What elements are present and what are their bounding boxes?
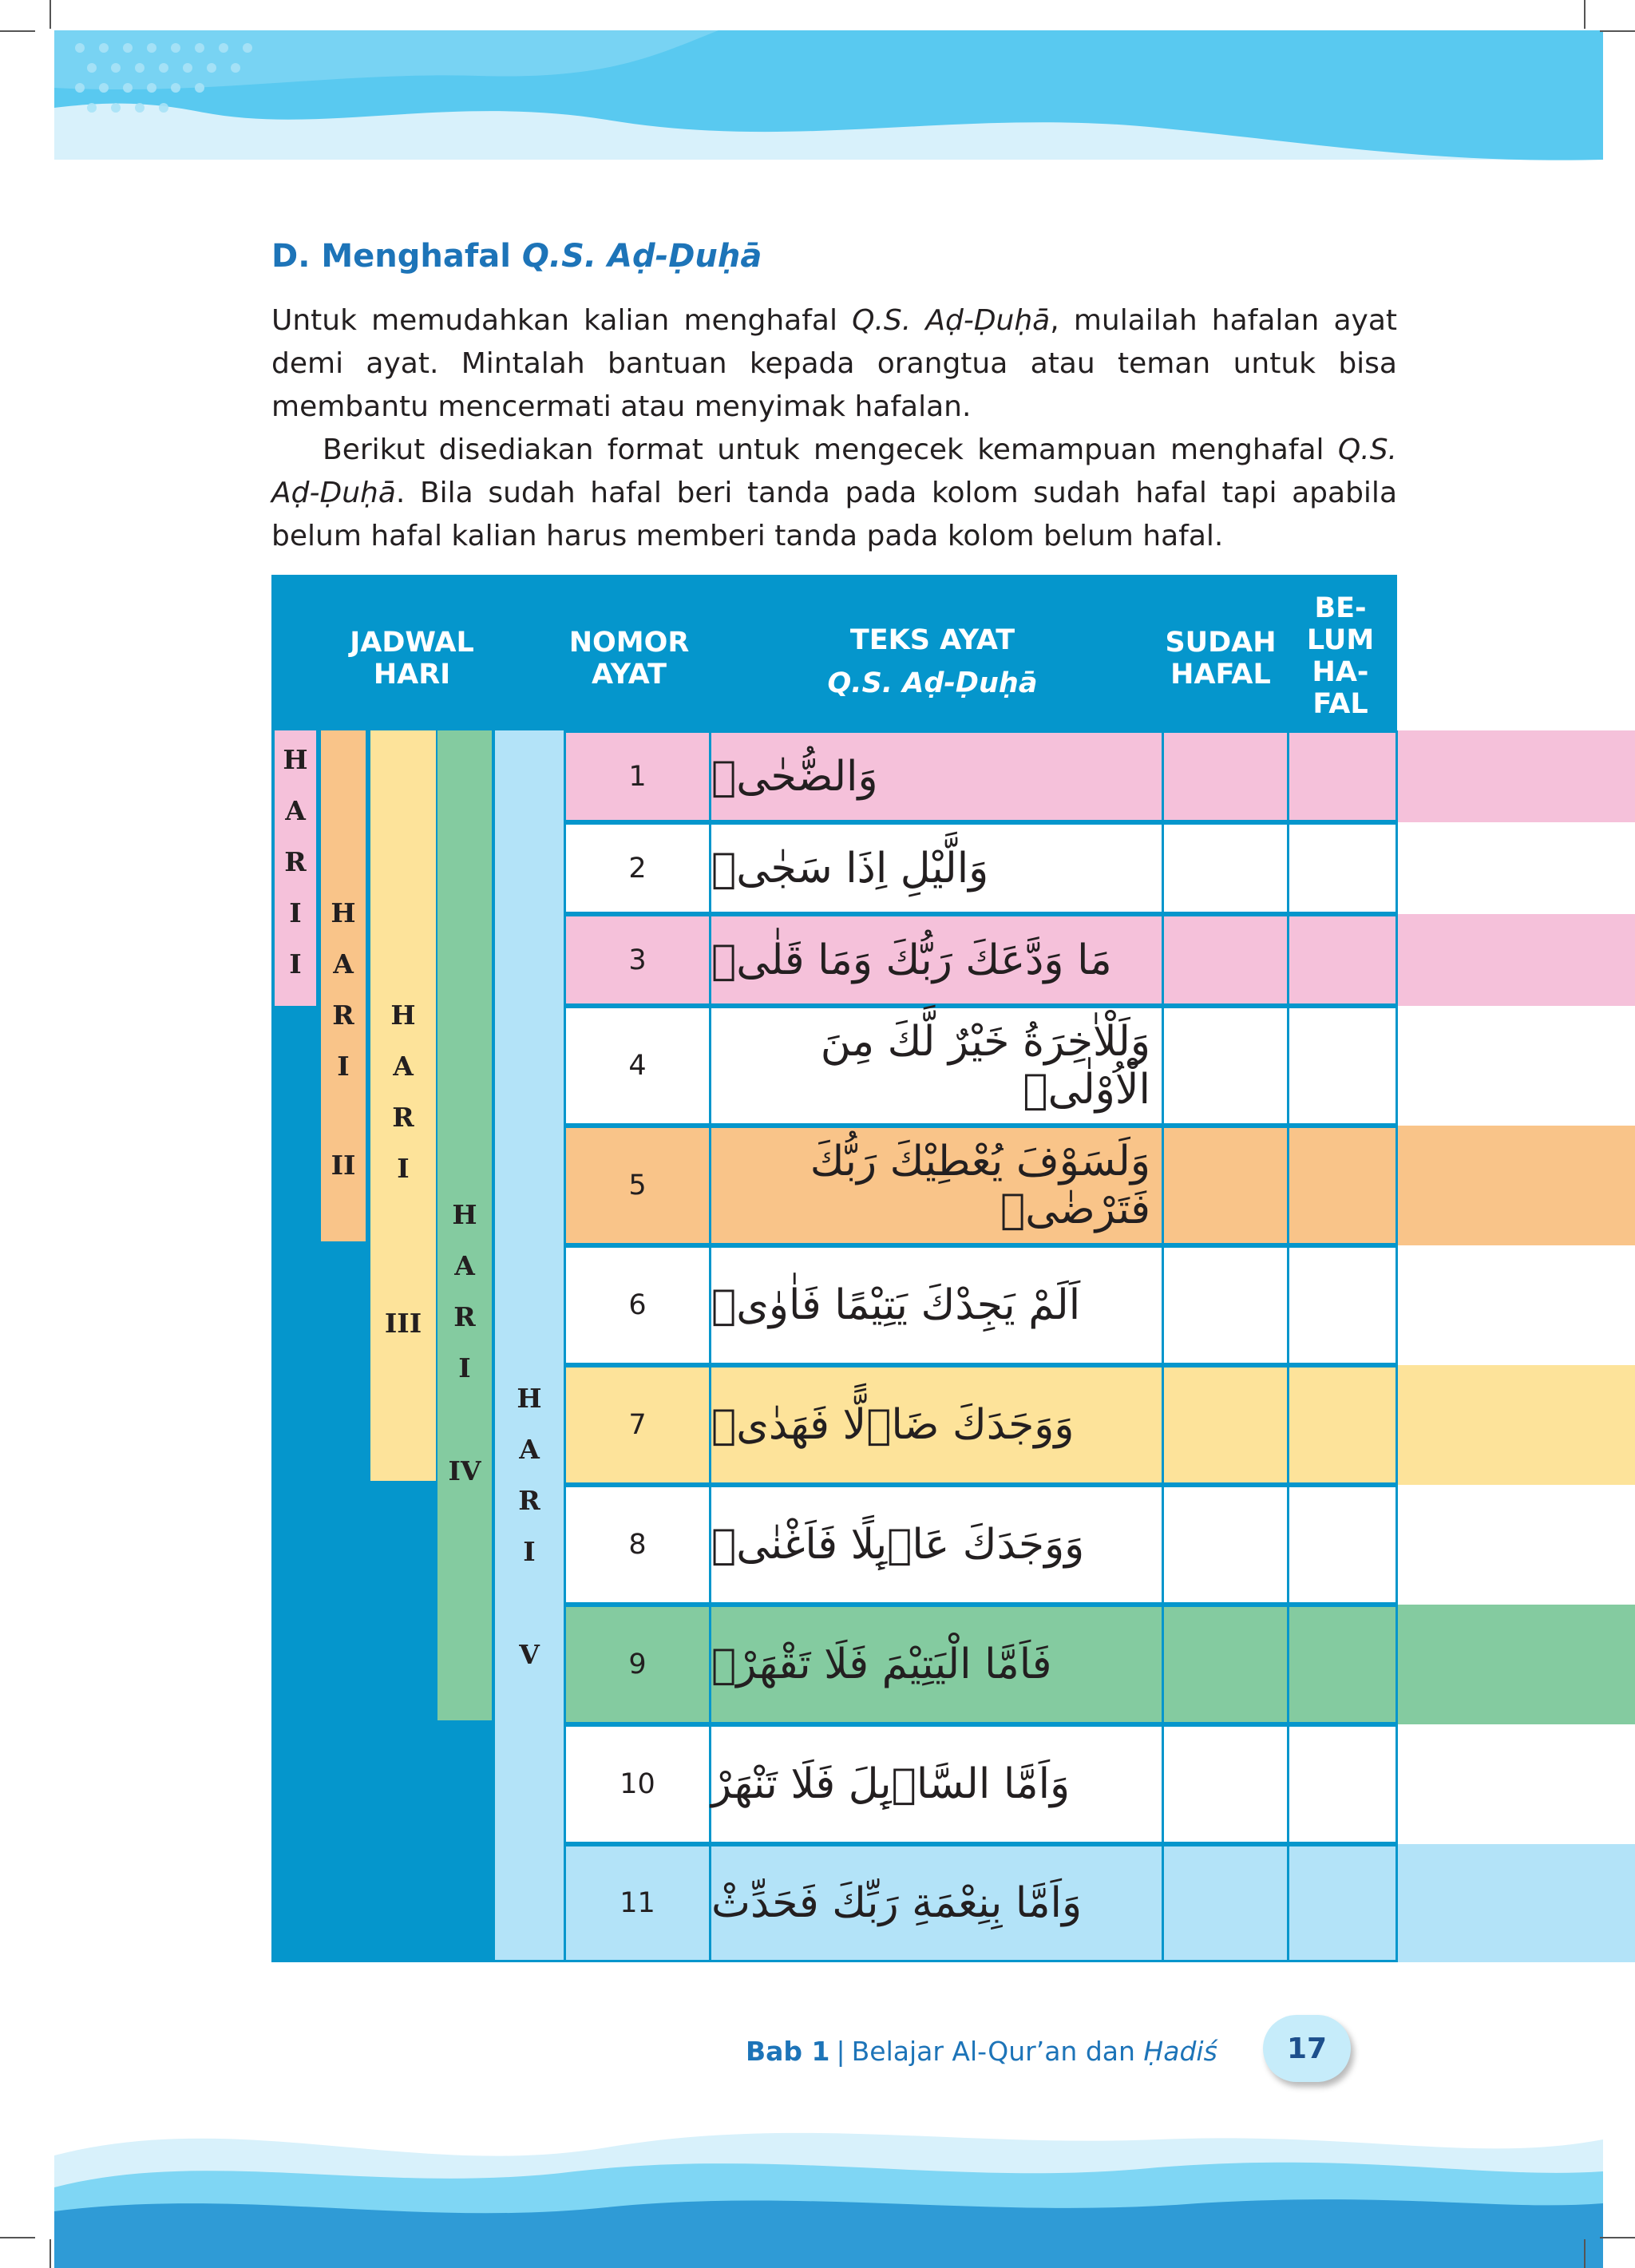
header-belum-line-1: BE- [1314,592,1367,624]
para2-surah-name: Q.S. Aḍ-Ḍuḥā [271,433,1397,509]
belum-hafal-checkbox[interactable] [1287,1006,1398,1126]
belum-hafal-checkbox[interactable] [1287,1126,1398,1245]
ayat-row [564,1724,1635,1844]
ayat-row [564,1605,1635,1724]
day-letter: R [284,846,307,877]
belum-hafal-checkbox[interactable] [1287,822,1398,914]
crop-mark [0,30,35,32]
page-footer [746,2036,1217,2067]
belum-hafal-checkbox[interactable] [1287,1844,1398,1962]
ayat-row [564,1844,1635,1962]
ayat-number: 9 [564,1605,711,1724]
ayat-number: 8 [564,1485,711,1605]
footer-chapter: Bab 1 [746,2036,830,2067]
day-letter: I [337,1051,350,1082]
ayat-text: اَلَمْ يَجِدْكَ يَتِيْمًا فَاٰوٰىۖ [709,1245,1164,1365]
footer-separator: | [836,2036,845,2067]
header-jadwal-line: JADWAL [350,627,474,659]
ayat-text: وَاَمَّا بِنِعْمَةِ رَبِّكَ فَحَدِّثْ [709,1844,1164,1962]
crop-mark [49,2239,51,2268]
day-letter: H [283,744,308,775]
belum-hafal-checkbox[interactable] [1287,1724,1398,1844]
para2-text-end: . Bila sudah hafal beri tanda pada kolom sudah hafal tapi apabila belum hafal kalian harus memberi tanda pada kolom belum hafal. [271,477,1397,552]
day-label-hari-3 [370,990,436,1349]
day-letter: R [518,1485,540,1516]
day-letter: H [517,1383,542,1414]
day-label-hari-4 [437,1189,492,1497]
ayat-row [564,730,1635,822]
sudah-hafal-checkbox[interactable] [1162,1245,1289,1365]
section-heading [271,238,762,275]
crop-mark [1600,2237,1635,2238]
day-band-hari-5 [495,730,564,1960]
sudah-hafal-checkbox[interactable] [1162,1485,1289,1605]
header-teks-line: TEKS AYAT [849,624,1015,656]
belum-hafal-checkbox[interactable] [1287,1245,1398,1365]
ayat-row [564,822,1635,914]
para2-text-start: Berikut disediakan format untuk mengecek kemampuan menghafal [323,433,1338,466]
ayat-text: وَالضُّحٰىۙ [709,730,1164,822]
para1-surah-name: Q.S. Aḍ-Ḍuḥā [852,304,1051,337]
day-letter: A [285,795,306,826]
day-letter: I [289,897,302,928]
ayat-number: 4 [564,1006,711,1126]
crop-mark [49,0,51,29]
ayat-text: وَلَسَوْفَ يُعْطِيْكَ رَبُّكَ فَتَرْضٰىۗ [709,1126,1164,1245]
header-sudah-hafal [1159,627,1282,691]
day-letter: I [523,1536,536,1567]
day-letter: H [390,999,416,1031]
sudah-hafal-checkbox[interactable] [1162,730,1289,822]
ayat-row [564,1365,1635,1485]
day-numeral: II [331,1150,356,1181]
day-letter: I [397,1153,410,1184]
intro-paragraph [271,299,1397,429]
day-label-hari-2 [321,888,366,1191]
footer-book-title-italic: Ḥadiś [1143,2036,1217,2067]
ayat-number: 7 [564,1365,711,1485]
ayat-number: 1 [564,730,711,822]
header-belum-hafal [1284,592,1397,720]
header-nomor-ayat [557,627,701,691]
ayat-text: وَلَلْاٰخِرَةُ خَيْرٌ لَّكَ مِنَ الْاُوْلٰىۗ [709,1006,1164,1126]
crop-mark [0,2237,35,2238]
day-numeral: V [519,1639,540,1670]
section-title-surah: Q.S. Aḍ-Ḍuḥā [521,238,762,275]
instruction-paragraph [271,429,1397,558]
sudah-hafal-checkbox[interactable] [1162,1365,1289,1485]
ayat-number: 6 [564,1245,711,1365]
section-title: Menghafal [321,238,511,275]
footer-decoration [0,2092,1635,2268]
crop-mark [1584,2239,1586,2268]
footer-book-title: Belajar Al-Qur’an dan [851,2036,1144,2067]
sudah-hafal-checkbox[interactable] [1162,822,1289,914]
header-ayat-line: AYAT [592,659,667,691]
belum-hafal-checkbox[interactable] [1287,1485,1398,1605]
header-decoration [0,0,1635,192]
ayat-number: 10 [564,1724,711,1844]
day-letter: H [452,1199,477,1230]
day-numeral: III [384,1308,422,1339]
day-letter: A [519,1434,540,1465]
header-hari-line: HARI [373,659,451,691]
header-teks-ayat [709,619,1156,705]
header-surah-line: Q.S. Aḍ-Ḍuḥā [827,667,1038,699]
sudah-hafal-checkbox[interactable] [1162,1006,1289,1126]
sudah-hafal-checkbox[interactable] [1162,914,1289,1006]
ayat-text: وَالَّيْلِ اِذَا سَجٰىۙ [709,822,1164,914]
day-letter: R [392,1102,414,1133]
para1-text-start: Untuk memudahkan kalian menghafal [271,304,853,337]
crop-mark [1600,30,1635,32]
page-number: 17 [1286,2032,1328,2065]
day-numeral: IV [448,1455,481,1486]
ayat-number: 11 [564,1844,711,1962]
sudah-hafal-checkbox[interactable] [1162,1844,1289,1962]
sudah-hafal-checkbox[interactable] [1162,1724,1289,1844]
day-letter: I [458,1352,471,1383]
day-label-hari-5 [495,1373,564,1680]
header-belum-line-3: HA- [1312,656,1369,688]
belum-hafal-checkbox[interactable] [1287,1365,1398,1485]
header-nomor-line: NOMOR [568,627,690,659]
ayat-text: وَوَجَدَكَ عَاۤىِٕلًا فَاَغْنٰىۗ [709,1485,1164,1605]
ayat-row [564,1126,1635,1245]
hafalan-table [271,575,1397,1962]
header-hafal-line: HAFAL [1170,659,1271,691]
ayat-text: وَوَجَدَكَ ضَاۤلًّا فَهَدٰىۖ [709,1365,1164,1485]
ayat-row [564,914,1635,1006]
belum-hafal-checkbox[interactable] [1287,1605,1398,1724]
day-letter: A [454,1250,475,1281]
day-letter: R [332,999,354,1031]
sudah-hafal-checkbox[interactable] [1162,1605,1289,1724]
belum-hafal-checkbox[interactable] [1287,730,1398,822]
header-jadwal-hari [319,627,505,691]
header-belum-line-4: FAL [1312,688,1368,720]
day-letter: H [331,897,356,928]
ayat-row [564,1006,1635,1126]
header-sudah-line: SUDAH [1165,627,1277,659]
ayat-text: فَاَمَّا الْيَتِيْمَ فَلَا تَقْهَرْۗ [709,1605,1164,1724]
ayat-row [564,1245,1635,1365]
day-label-hari-1 [275,734,316,990]
ayat-number: 2 [564,822,711,914]
belum-hafal-checkbox[interactable] [1287,914,1398,1006]
sudah-hafal-checkbox[interactable] [1162,1126,1289,1245]
ayat-row [564,1485,1635,1605]
day-letter: A [393,1051,414,1082]
page-number-badge [1263,2015,1351,2082]
ayat-text: وَاَمَّا السَّاۤىِٕلَ فَلَا تَنْهَرْ [709,1724,1164,1844]
day-letter: A [333,948,354,980]
ayat-number: 5 [564,1126,711,1245]
para1-text-end: , mulailah hafalan ayat demi ayat. Mintalah bantuan kepada orangtua atau teman untuk bisa membantu mencermati atau menyimak hafalan. [271,304,1397,423]
header-belum-line-2: LUM [1306,624,1375,656]
ayat-text: مَا وَدَّعَكَ رَبُّكَ وَمَا قَلٰىۗ [709,914,1164,1006]
crop-mark [1584,0,1586,29]
day-letter: R [453,1301,476,1332]
section-letter: D. [271,238,311,275]
ayat-number: 3 [564,914,711,1006]
day-letter: I [289,948,302,980]
